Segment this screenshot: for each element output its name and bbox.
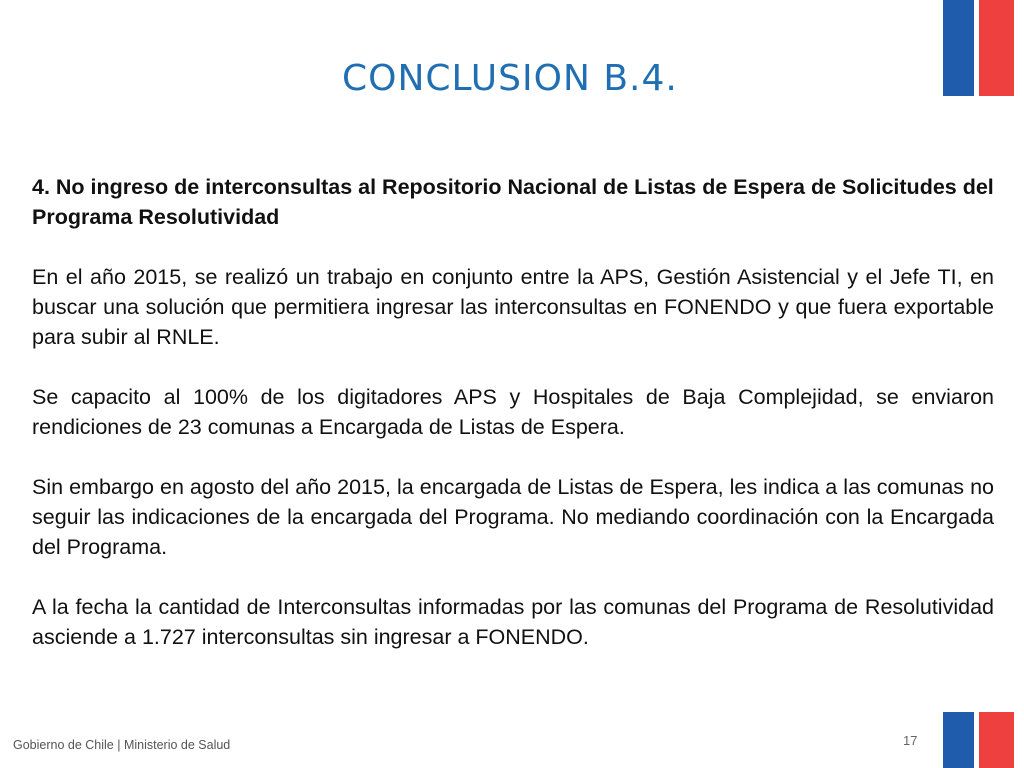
page-number: 17 xyxy=(903,733,918,748)
flag-bars-top xyxy=(943,0,1014,96)
flag-red-bar xyxy=(979,712,1014,768)
flag-blue-bar xyxy=(943,0,974,96)
paragraph-2: Se capacito al 100% de los digitadores APS y Hospitales de Baja Complejidad, se enviaron rendiciones de 23 comunas a Encargada de Listas de Espera. xyxy=(32,385,994,439)
paragraph-1: En el año 2015, se realizó un trabajo en conjunto entre la APS, Gestión Asistencial y el Jefe TI, en buscar una solución que permitiera ingresar las interconsultas en FONENDO y que fuera exportable para subir al RNLE. xyxy=(32,265,994,349)
flag-red-bar xyxy=(979,0,1014,96)
slide-title: CONCLUSION B.4. xyxy=(342,58,678,99)
flag-blue-bar xyxy=(943,712,974,768)
flag-bars-bottom xyxy=(943,712,1014,768)
footer-organization: Gobierno de Chile | Ministerio de Salud xyxy=(13,738,231,752)
section-heading: 4. No ingreso de interconsultas al Repositorio Nacional de Listas de Espera de Solicitudes del Programa Resolutividad xyxy=(32,175,994,229)
paragraph-4: A la fecha la cantidad de Interconsultas informadas por las comunas del Programa de Resolutividad asciende a 1.727 interconsultas sin ingresar a FONENDO. xyxy=(32,595,994,649)
paragraph-3: Sin embargo en agosto del año 2015, la encargada de Listas de Espera, les indica a las comunas no seguir las indicaciones de la encargada del Programa. No mediando coordinación con la Encargada del Programa. xyxy=(32,475,994,559)
slide-body xyxy=(32,172,994,652)
